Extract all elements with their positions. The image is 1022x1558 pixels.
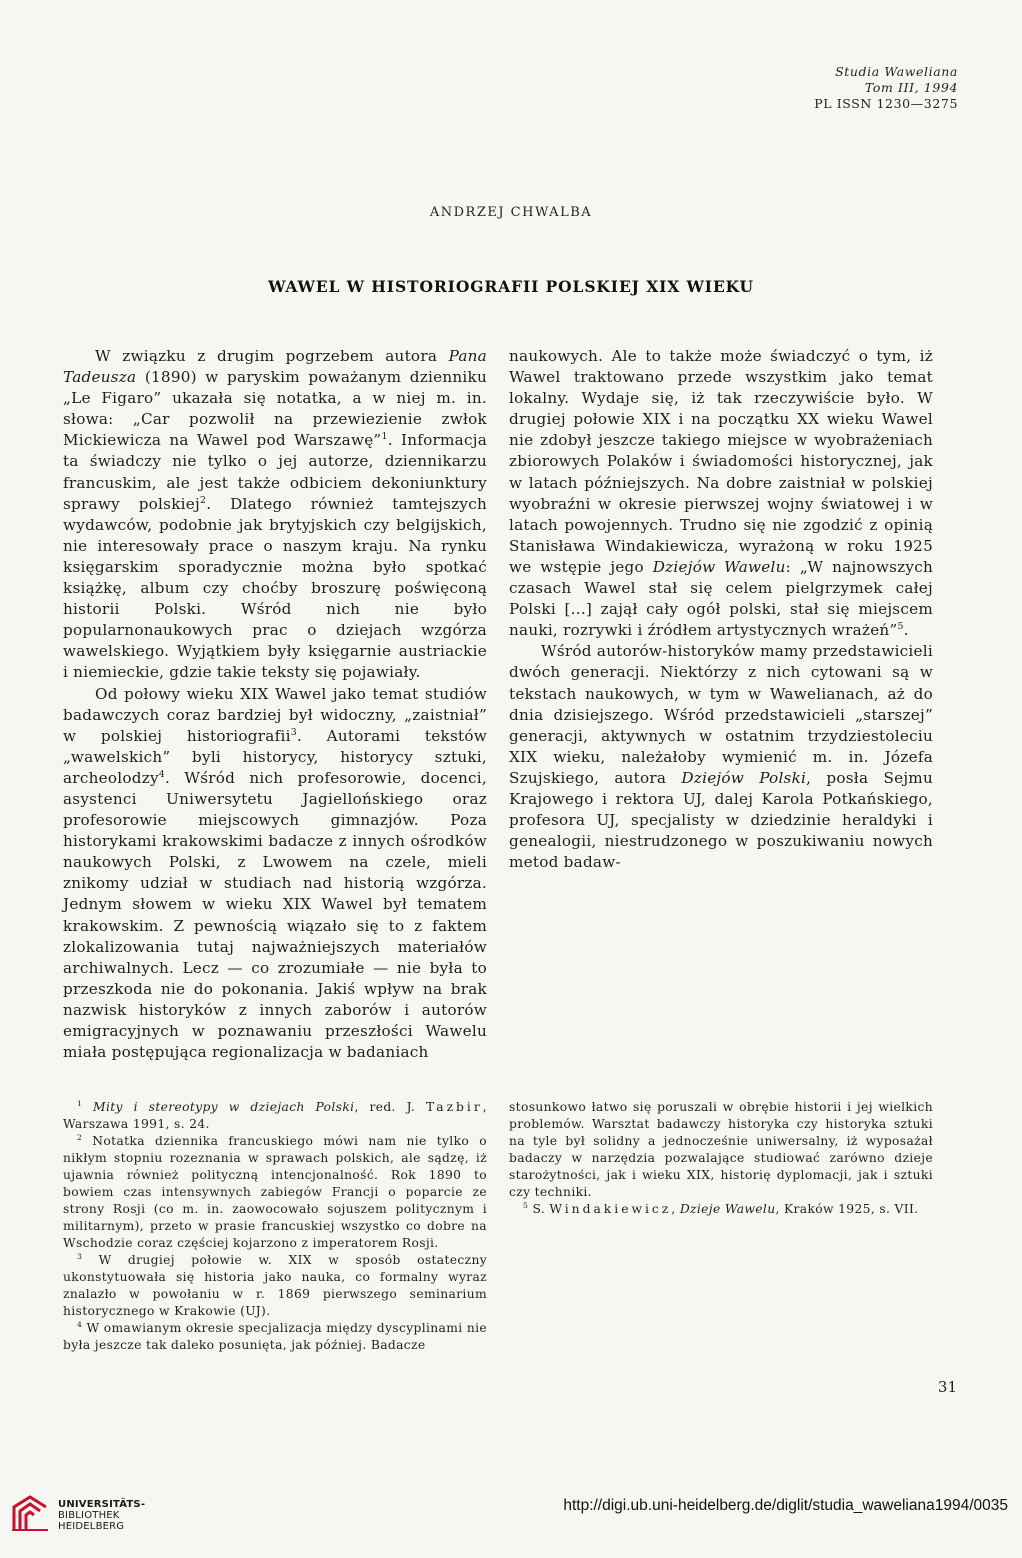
footnote-3: $^3$ W drugiej połowie w. XIX w sposób ostateczny ukonstytuowała się historia jako nauka, co formalny wyraz znalazło w powołaniu w r. 1869 pierwszego seminarium historycznego w Krakowie (UJ). <box>63 1251 488 1318</box>
paragraph-3: Wśród autorów-historyków mamy przedstawicieli dwóch generacji. Niektórzy z nich cytowani są w tekstach naukowych, w tym w Wawelianach, aż do dnia dzisiejszego. Wśród przedstawicieli „starszej” generacji, aktywnych w ostatnim trzydziestoleciu XIX wieku, należałoby wymienić m. in. Józefa Szujskiego, autora Dziejów Polski, posła Sejmu Krajowego i rektora UJ, dalej Karola Potkańskiego, profesora UJ, specjalisty w dziedzinie heraldyki i genealogii, niestrudzonego w poszukiwaniu nowych metod badaw- <box>509 642 933 872</box>
book-title: Dziejów Polski <box>681 768 807 787</box>
book-title: Pana Tadeusza <box>63 347 487 387</box>
journal-name: Studia Waweliana <box>835 64 958 79</box>
footnote-ref-5[interactable]: 5 <box>897 621 904 633</box>
library-name: UNIVERSITÄTS- BIBLIOTHEK HEIDELBERG <box>58 1499 146 1532</box>
paragraph-2: naukowych. Ale to także może świadczyć o tym, iż Wawel traktowano przede wszystkim jako temat lokalny. Wydaje się, iż tak rzeczywiście było. W drugiej połowie XIX i na początku XX wieku Wawel nie zdobył jeszcze takiego miejsce w wyobrażeniach zbiorowych Polaków i świadomości historycznej, jak w latach późniejszych. Na dobre zaistniał w polskiej wyobraźni w okresie pierwszej wojny światowej i w latach powojennych. Trudno się nie zgodzić z opinią Stanisława Windakiewicza, wyrażoną w roku 1925 we wstępie jego Dziejów Wawelu: „W najnowszych czasach Wawel stał się celem pielgrzymek całej Polski [...] zajął cały ogół polski, stał się miejscem nauki, rozrywki i źródłem artystycznych wrażeń”$^5$. <box>509 347 933 640</box>
footnotes-continued <box>509 1099 933 1218</box>
footnote-ref-2[interactable]: 2 <box>199 494 207 506</box>
paragraph-1: W związku z drugim pogrzebem autora Pana Tadeusza (1890) w paryskim poważanym dzienniku „Le Figaro” ukazała się notatka, a w niej m. in. słowa: „Car pozwolił na przewiezienie zwłok Mickiewicza na Wawel pod Warszawę”$^1$. Informacja ta świadczy nie tylko o jej autorze, dziennikarzu francuskim, ale jest także odbiciem dekoniunktury sprawy polskiej$^2$. Dlatego również tamtejszych wydawców, podobnie jak brytyjskich czy belgijskich, nie interesowały prace o naszym kraju. Na rynku księgarskim sporadycznie można było spotkać książkę, album czy choćby broszurę poświęconą historii Polski. Wśród nich nie było popularnonaukowych prac o dziejach wzgórza wawelskiego. Wyjątkiem były księgarnie austriackie i niemieckie, gdzie takie teksty się pojawiały. <box>63 347 487 682</box>
article-author: ANDRZEJ CHWALBA <box>429 205 593 220</box>
library-logo-icon <box>10 1493 52 1533</box>
book-title: Dziejów Wawelu <box>652 557 786 576</box>
body-text <box>63 346 487 1063</box>
page-number: 31 <box>937 1378 957 1396</box>
footnote-4: $^4$ W omawianym okresie specjalizacja między dyscyplinami nie była jeszcze tak daleko posunięta, jak później. Badacze <box>63 1319 487 1352</box>
footer-bar <box>0 1473 1022 1545</box>
footnote-1: $^1$ Mity i stereotypy w dziejach Polski, red. J. Tazbir, Warszawa 1991, s. 24. <box>63 1098 487 1131</box>
footnote-4: stosunkowo łatwo się poruszali w obrębie historii i jej wielkich problemów. Warsztat badawczy historyka czy historyka sztuki na tyle był solidny a jednocześnie uniwersalny, iż wyposażał badaczy w narzędzia pozwalające studiować zarówno dzieje starożytności, jak i wieku XIX, historię dyplomacji, jak i sztuki czy techniki. <box>509 1100 933 1199</box>
body-text-continued <box>509 346 933 873</box>
journal-issn: PL ISSN 1230—3275 <box>814 96 958 111</box>
footnotes <box>63 1099 487 1354</box>
footnote-ref-3[interactable]: 3 <box>290 726 297 738</box>
article-title: WAWEL W HISTORIOGRAFII POLSKIEJ XIX WIEKU <box>268 277 754 296</box>
source-url[interactable]: http://digi.ub.uni-heidelberg.de/diglit/studia_waweliana1994/0035 <box>563 1497 1008 1514</box>
journal-volume: Tom III, 1994 <box>864 80 958 95</box>
paragraph-2: Od połowy wieku XIX Wawel jako temat studiów badawczych coraz bardziej był widoczny, „zaistniał” w polskiej historiografii$^3$. Autorami tekstów „wawelskich” byli historycy, historycy sztuki, archeolodzy$^4$. Wśród nich profesorowie, docenci, asystenci Uniwersytetu Jagiellońskiego oraz profesorowie miejscowych gimnazjów. Poza historykami krakowskimi badacze z innych ośrodków naukowych Polski, z Lwowem na czele, mieli znikomy udział w studiach nad historią wzgórza. Jednym słowem w wieku XIX Wawel był tematem krakowskim. Z pewnością wiązało się to z faktem zlokalizowania tutaj najważniejszych materiałów archiwalnych. Lecz — co zrozumiałe — nie była to przeszkoda nie do pokonania. Jakiś wpływ na brak nazwisk historyków z innych zaborów i autorów emigracyjnych w poznawaniu przeszłości Wawelu miała postępująca regionalizacja w badaniach <box>63 684 488 1062</box>
footnote-ref-4[interactable]: 4 <box>158 768 166 780</box>
footnote-2: $^2$ Notatka dziennika francuskiego mówi nam nie tylko o nikłym stopniu rozeznania w sprawach polskich, ale sądzę, iż ujawnia również polityczną intencjonalność. Rok 1890 to bowiem czas intensywnych zabiegów Francji o poparcie ze strony Rosji (co m. in. zaowocowało sojuszem politycznym i militarnym), przeto w prasie francuskiej wszystko co dobre na Wschodzie coraz częściej kojarzono z imperatorem Rosji. <box>63 1132 487 1250</box>
journal-header <box>814 64 958 112</box>
footnote-5: $^5$ S. Windakiewicz, Dzieje Wawelu, Kraków 1925, s. VII. <box>523 1200 919 1216</box>
footnote-ref-1[interactable]: 1 <box>381 431 388 443</box>
